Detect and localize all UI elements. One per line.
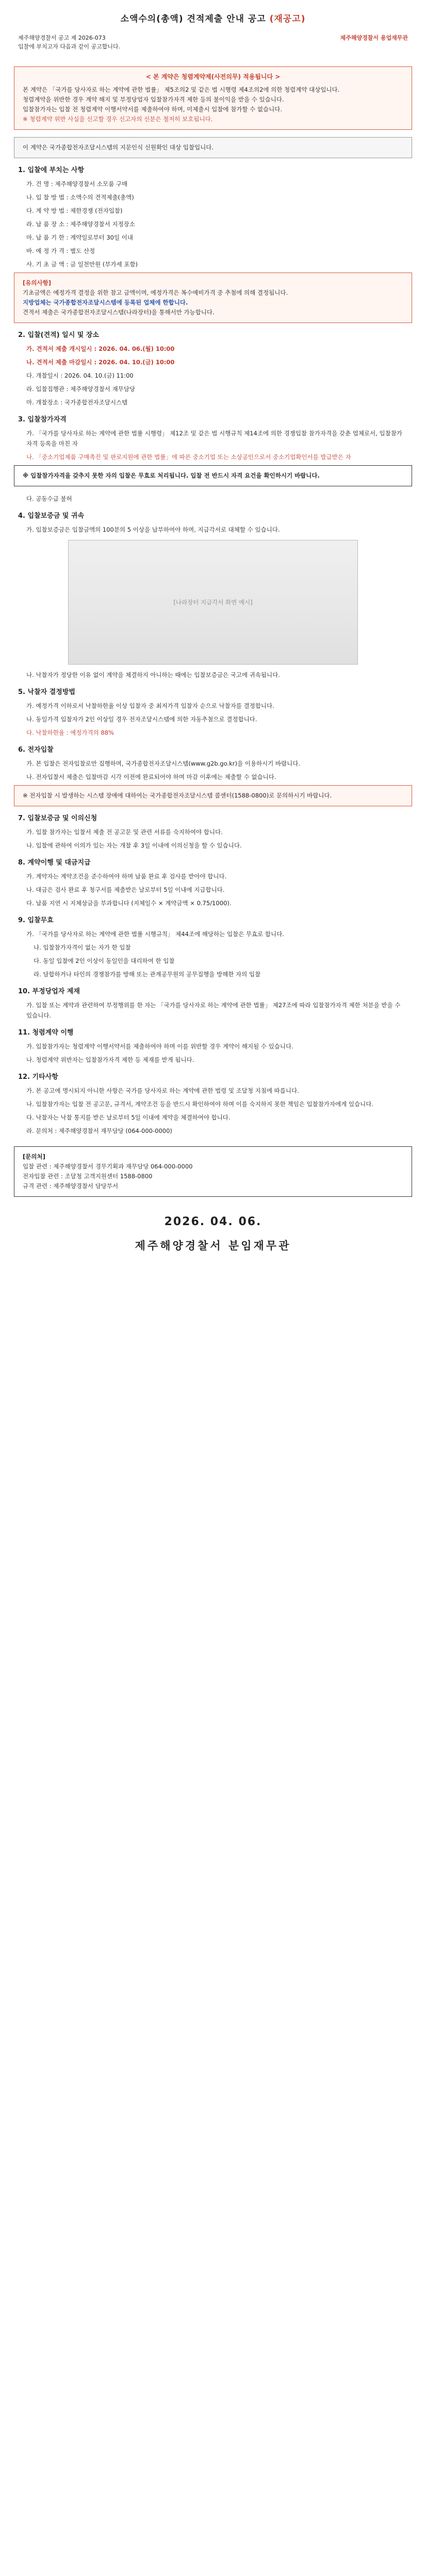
caution-line: 지방업체는 국가종합전자조달시스템에 등록된 업체에 한합니다. — [23, 299, 188, 306]
section-title: 7. 입찰보증금 및 이의신청 — [18, 815, 97, 822]
notice-number: 제주해양경찰서 공고 제 2026-073 — [18, 35, 106, 41]
section-title: 9. 입찰무효 — [18, 917, 54, 924]
item-line: 마. 개찰장소 : 국가종합전자조달시스템 — [26, 399, 128, 406]
integrity-line: 입찰참가자는 입찰 전 청렴계약 이행서약서를 제출하여야 하며, 미제출시 입찰에 참가할 수 없습니다. — [23, 106, 282, 113]
issuer-short: 제주해양경찰서 용업재무관 — [340, 35, 408, 41]
title-tag: (재공고) — [269, 14, 306, 24]
fingerprint-notice — [14, 137, 412, 158]
item-line: 가. 건 명 : 제주해양경찰서 소모품 구매 — [26, 180, 128, 188]
contact-title: [문의처] — [23, 1153, 45, 1160]
paragraph: 나. 입찰참가자는 입찰 전 공고문, 규격서, 계약조건 등을 반드시 확인하여야 하며 이를 숙지하지 못한 책임은 입찰참가자에게 있습니다. — [26, 1100, 373, 1108]
paragraph: 나. 청렴계약 위반자는 입찰참가자격 제한 등 제재를 받게 됩니다. — [26, 1056, 194, 1063]
integrity-line: 본 계약은 「국가를 당사자로 하는 계약에 관한 법률」 제5조의2 및 같은 법 시행령 제4조의2에 의한 청렴계약 대상입니다. — [23, 86, 340, 93]
paragraph: 다. 동일 입찰에 2인 이상이 동일인을 대리하여 한 입찰 — [34, 957, 175, 964]
section-1 — [18, 165, 408, 269]
section-title: 10. 부정당업자 제재 — [18, 988, 80, 995]
section-12 — [18, 1072, 408, 1136]
paragraph: 나. 전자입찰서 제출은 입찰마감 시각 이전에 완료되어야 하며 마감 이후에는 제출할 수 없습니다. — [26, 773, 276, 781]
section-title: 5. 낙찰자 결정방법 — [18, 688, 75, 696]
paragraph: 가. 본 입찰은 전자입찰로만 집행하며, 국가종합전자조달시스템(www.g2b.go.kr)을 이용하시기 바랍니다. — [26, 760, 301, 767]
caution-line: 기초금액은 예정가격 결정을 위한 참고 금액이며, 예정가격은 복수예비가격 중 추첨에 의해 결정됩니다. — [23, 289, 288, 296]
paragraph: 가. 「국가를 당사자로 하는 계약에 관한 법률 시행령」 제12조 및 같은 법 시행규칙 제14조에 의한 경쟁입찰 참가자격을 갖춘 업체로서, 입찰참가자격 등록을 마친 자 — [26, 430, 402, 447]
caution-line: 견적서 제출은 국가종합전자조달시스템(나라장터)을 통해서만 가능합니다. — [23, 309, 215, 316]
item-line: 다. 개찰일시 : 2026. 04. 10.(금) 11:00 — [26, 372, 134, 379]
item-line: 라. 납 품 장 소 : 제주해양경찰서 지정장소 — [26, 221, 135, 228]
item-line: 나. 견적서 제출 마감일시 : 2026. 04. 10.(금) 10:00 — [26, 359, 175, 366]
paragraph: 라. 문의처 : 제주해양경찰서 재무담당 (064-000-0000) — [26, 1127, 172, 1134]
section-7 — [18, 814, 408, 851]
paragraph: 나. 「중소기업제품 구매촉진 및 판로지원에 관한 법률」에 따른 중소기업 또는 소상공인으로서 중소기업확인서를 발급받은 자 — [26, 453, 351, 461]
paragraph: 다. 낙찰자는 낙찰 통지를 받은 날로부터 5일 이내에 계약을 체결하여야 합니다. — [26, 1114, 231, 1121]
contact-box — [14, 1146, 412, 1197]
item-line: 사. 기 초 금 액 : 금 일천만원 (부가세 포함) — [26, 261, 138, 268]
notice-date: 2026. 04. 06. — [164, 1215, 262, 1228]
section-title: 3. 입찰참가자격 — [18, 416, 67, 423]
warning-text: ※ 전자입찰 시 발생하는 시스템 장애에 대하여는 국가종합전자조달시스템 콜센터(1588-0800)로 문의하시기 바랍니다. — [23, 792, 332, 799]
section-title: 8. 계약이행 및 대금지급 — [18, 859, 91, 867]
section-2 — [18, 330, 408, 408]
paragraph: 나. 낙찰자가 정당한 이유 없이 계약을 체결하지 아니하는 때에는 입찰보증금은 국고에 귀속됩니다. — [26, 671, 280, 679]
section-title: 1. 입찰에 부치는 사항 — [18, 166, 85, 174]
paragraph: 가. 예정가격 이하로서 낙찰하한율 이상 입찰자 중 최저가격 입찰자 순으로 낙찰자를 결정합니다. — [26, 702, 274, 709]
section-6 — [18, 745, 408, 782]
image-caption: [나라장터 지급각서 화면 예시] — [173, 599, 253, 606]
integrity-line: ※ 청렴계약 위반 사실을 신고할 경우 신고자의 신분은 철저히 보호됩니다. — [23, 115, 213, 123]
contact-line: 전자입찰 관련 : 조달청 고객지원센터 1588-0800 — [23, 1173, 153, 1180]
section-title: 2. 입찰(견적) 일시 및 장소 — [18, 331, 99, 339]
paragraph: 나. 대금은 검사 완료 후 청구서를 제출받은 날로부터 5일 이내에 지급합니다. — [26, 886, 225, 893]
paragraph: 가. 입찰보증금은 입찰금액의 100분의 5 이상을 납부하여야 하며, 지급각서로 대체할 수 있습니다. — [26, 526, 280, 533]
section-title: 12. 기타사항 — [18, 1073, 58, 1081]
section-5 — [18, 687, 408, 738]
section-title: 11. 청렴계약 이행 — [18, 1029, 74, 1037]
section-11 — [18, 1028, 408, 1065]
contact-line: 규격 관련 : 제주해양경찰서 담당부서 — [23, 1182, 119, 1190]
notice-document — [9, 0, 417, 1253]
paragraph: 나. 입찰에 관하여 이의가 있는 자는 개찰 후 3일 이내에 이의신청을 할 수 있습니다. — [26, 842, 242, 849]
issuer-name: 제주해양경찰서 분임재무관 — [135, 1240, 291, 1252]
section-9 — [18, 916, 408, 979]
fingerprint-text: 이 계약은 국가종합전자조달시스템의 지문인식 신원확인 대상 입찰입니다. — [23, 144, 214, 151]
paragraph: 가. 「국가를 당사자로 하는 계약에 관한 법률 시행규칙」 제44조에 해당하는 입찰은 무효로 합니다. — [26, 930, 284, 938]
item-line: 라. 입찰집행관 : 제주해양경찰서 재무담당 — [26, 385, 136, 393]
integrity-contract-box — [14, 66, 412, 130]
paragraph: 가. 입찰참가자는 청렴계약 이행서약서를 제출하여야 하며 이를 위반할 경우 계약이 해지될 수 있습니다. — [26, 1043, 293, 1050]
page-title — [9, 11, 417, 24]
item-line: 바. 예 정 가 격 : 별도 산정 — [26, 247, 95, 255]
notice-intro: 입찰에 부치고자 다음과 같이 공고합니다. — [18, 43, 121, 50]
title-main: 소액수의(총액) 견적제출 안내 공고 — [120, 14, 266, 24]
warning-text: ※ 입찰참가자격을 갖추지 못한 자의 입찰은 무효로 처리됩니다. 입찰 전 반드시 자격 요건을 확인하시기 바랍니다. — [23, 472, 320, 479]
paragraph: 라. 담합하거나 타인의 경쟁참가를 방해 또는 관계공무원의 공무집행을 방해한 자의 입찰 — [34, 971, 261, 978]
section-8 — [18, 858, 408, 908]
item-line: 마. 납 품 기 한 : 계약일로부터 30일 이내 — [26, 234, 133, 241]
section-10 — [18, 987, 408, 1021]
section-3-cont — [18, 494, 408, 504]
caution-title: [유의사항] — [23, 279, 51, 286]
paragraph: 나. 동일가격 입찰자가 2인 이상일 경우 전자조달시스템에 의한 자동추첨으로 결정합니다. — [26, 716, 257, 723]
notice-meta — [9, 33, 417, 66]
caution-box — [14, 273, 412, 323]
e-bid-warning — [14, 785, 412, 806]
paragraph: 가. 입찰 참가자는 입찰서 제출 전 공고문 및 관련 서류를 숙지하여야 합니다. — [26, 828, 223, 836]
screenshot-image — [68, 540, 358, 665]
paragraph: 다. 낙찰하한율 : 예정가격의 88% — [26, 729, 114, 736]
paragraph: 가. 본 공고에 명시되지 아니한 사항은 국가를 당사자로 하는 계약에 관한 법령 및 조달청 지침에 따릅니다. — [26, 1087, 299, 1094]
contact-line: 입찰 관련 : 제주해양경찰서 경무기획과 재무담당 064-000-0000 — [23, 1163, 193, 1170]
paragraph: 가. 계약자는 계약조건을 준수하여야 하며 납품 완료 후 검사를 받아야 합니다. — [26, 873, 227, 880]
section-title: 6. 전자입찰 — [18, 746, 54, 754]
paragraph: 다. 납품 지연 시 지체상금을 부과합니다 (지체일수 × 계약금액 × 0.75/1000). — [26, 900, 232, 907]
qualification-warning — [14, 465, 412, 486]
item-line: 가. 견적서 제출 개시일시 : 2026. 04. 06.(월) 10:00 — [26, 345, 175, 352]
integrity-line: 청렴계약을 위반한 경우 계약 해지 및 부정당업자 입찰참가자격 제한 등의 불이익을 받을 수 있습니다. — [23, 96, 284, 103]
section-3 — [18, 415, 408, 462]
section-title: 4. 입찰보증금 및 귀속 — [18, 512, 85, 520]
paragraph: 가. 입찰 또는 계약과 관련하여 부정행위를 한 자는 「국가를 당사자로 하는 계약에 관한 법률」 제27조에 따라 입찰참가자격 제한 처분을 받을 수 있습니다. — [26, 1002, 401, 1019]
paragraph: 나. 입찰참가자격이 없는 자가 한 입찰 — [34, 944, 131, 951]
item-line: 나. 입 찰 방 법 : 소액수의 견적제출(총액) — [26, 194, 134, 201]
integrity-box-title: < 본 계약은 청렴계약제(사전의무) 적용됩니다 > — [145, 73, 281, 80]
paragraph: 다. 공동수급 불허 — [26, 495, 72, 502]
item-line: 다. 계 약 방 법 : 제한경쟁 (전자입찰) — [26, 207, 123, 214]
section-4 — [18, 511, 408, 680]
